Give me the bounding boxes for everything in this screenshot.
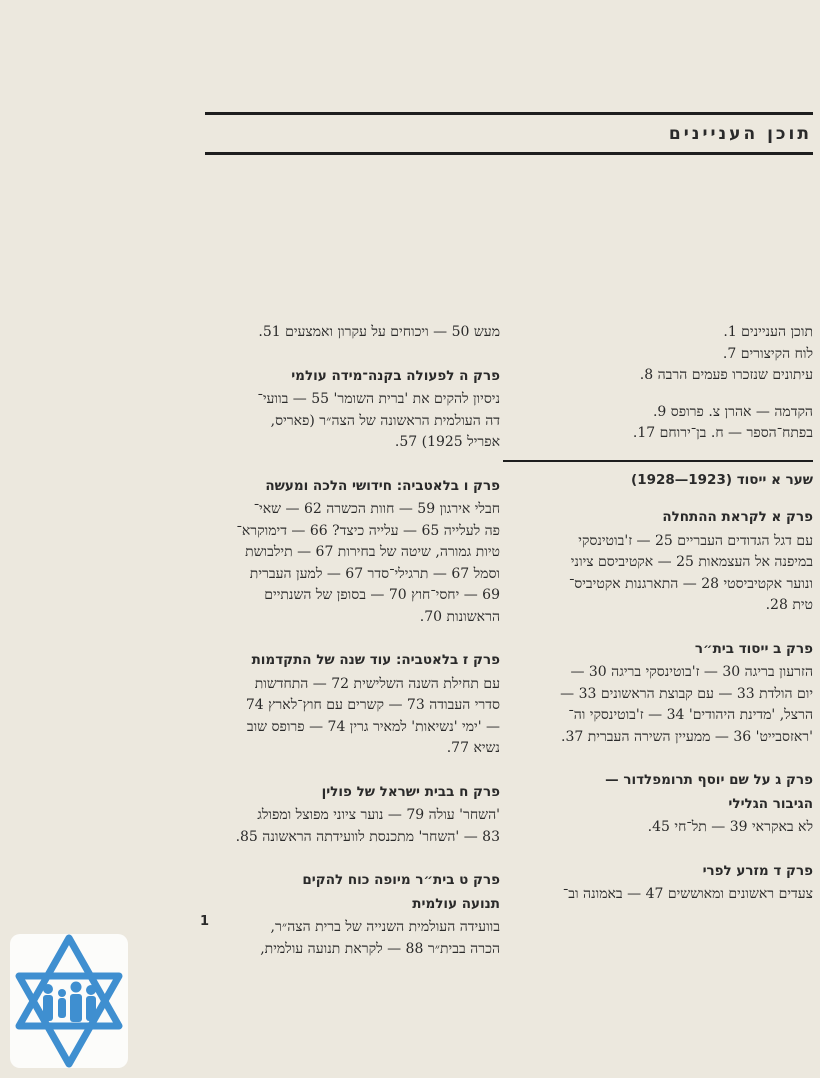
chapter-title: פרק ו בלאטביה: חידושי הלכה ומעשה [265,477,500,494]
left-column [205,322,500,960]
chapter-entry [205,870,500,960]
chapter-line: הזרעון בריגה 30 — ז'בוטינסקי בריגה 30 — [570,664,813,680]
chapter-entry [503,507,813,617]
chapter-line: ניסיון להקים את 'ברית השומר' 55 — בוועי־ [257,391,500,407]
continuation-line: מעש 50 — ויכוחים על עקרון ואמצעים 51. [258,324,500,340]
chapter-title: פרק ב ייסוד בית״ר [694,640,813,657]
chapter-line: הרצל, 'מדינת היהודים' 34 — ז'בוטינסקי וה־ [568,707,813,723]
chapter-entry [503,861,813,906]
chapter-title: פרק ח בבית ישראל של פולין [321,783,500,800]
chapter-line: חבלי אירגון 59 — חוות הכשרה 62 — שאי־ [253,501,500,517]
chapter-entry [205,782,500,849]
chapter-line: דה העולמית הראשונה של הצה״ר (פאריס, [270,412,500,429]
chapter-title-cont: הגיבור הגלילי [728,795,813,812]
spacer [503,387,813,402]
chapter-line: אפריל 1925) 57. [394,434,500,450]
chapter-line: צעדים ראשונים ומאוששים 47 — באמונה וב־ [562,886,813,902]
chapter-title: פרק א לקראת ההתחלה [662,509,813,525]
chapter-line: טיות גמורה, שיטה של בחירות 67 — תילבושת [245,544,500,560]
toc-entry: תוכן העניינים 1. [723,324,813,340]
page-number: 1 [200,914,210,929]
chapter-line: עם תחילת השנה השלישית 72 — התחדשות [254,675,500,692]
toc-entry: עיתונים שנזכרו פעמים הרבה 8. [639,367,813,383]
chapter-title: פרק ד מזרע לפרי [702,862,813,879]
chapter-line: טית 28. [765,597,813,613]
chapter-line: — 'ימי 'נשיאות' למאיר גרין 74 — פרופס שוב [246,718,500,735]
chapter-title: פרק ג על שם יוסף תרומפלדור — [605,772,813,788]
front-matter-group-2 [503,402,813,445]
chapter-title: פרק ה לפעולה בקנה־מידה עולמי [291,367,500,384]
chapter-entry [205,476,500,629]
chapter-line: סדרי העבודה 73 — קשרים עם חוץ־לארץ 74 [245,697,500,713]
chapter-line: לא באקראי 39 — תל־חי 45. [647,819,813,835]
chapter-line: 'ראזסבייט' 36 — ממעיין השירה העברית 37. [560,728,813,745]
top-rule [205,112,813,115]
toc-entry: בפתח־הספר — ח. בן־ירוחם 17. [632,425,813,441]
right-column [503,322,813,906]
chapter-line: הראשונות 70. [419,608,500,625]
toc-entry: הקדמה — אהרן צ. פרופס 9. [652,403,813,420]
chapter-line: יום הולדת 33 — עם קבוצת הראשונים 33 — [560,685,813,702]
chapter-line: נשיא 77. [446,740,500,756]
chapter-line: וסמל 67 — תרגילי־סדר 67 — למען העברית [249,565,500,582]
chapter-entry [205,366,500,454]
section-rule [503,460,813,462]
chapter-line: הכרה בבית״ר 88 — לקראת תנועה עולמית, [260,940,500,957]
chapter-line: ונוער אקטיביסטי 28 — התארגנות אקטיביס־ [568,575,813,592]
page-title: תוכן העניינים [668,124,812,144]
chapter-line: 83 — 'השחר' מתכנסת לוועידתה הראשונה 85. [235,828,500,845]
chapter-entry [503,639,813,749]
chapter-line: פה לעלייה 65 — עלייה כיצד? 66 — דימוקרא־ [236,522,500,539]
section-title: שער א ייסוד (1923—1928) [631,471,813,488]
chapter-title-cont: תנועה עולמית [412,895,500,912]
chapter-title: פרק ט בית״ר מיופה כוח להקים [302,872,500,888]
chapter-entry [503,770,813,839]
front-matter-group-1 [503,322,813,387]
star-of-david-family-logo-icon [8,932,130,1070]
toc-entry: לוח הקיצורים 7. [722,345,813,362]
chapter-line: 'השחר' עולה 79 — נוער ציוני מפוצל ומפולג [257,807,500,823]
chapter-line: בוועידה העולמית השנייה של ברית הצה״ר, [270,919,500,935]
title-underline-rule [205,152,813,155]
chapter-line: 69 — יחסי־חוץ 70 — בסופן של השנתיים [264,587,500,603]
chapter-line: במיפנה אל העצמאות 25 — אקטיביסם ציוני [570,554,813,570]
chapter-line: עם דגל הגדודים העבריים 25 — ז'בוטינסקי [578,532,813,549]
chapter-title: פרק ז בלאטביה: עוד שנה של התקדמות [251,652,500,668]
chapter-entry [205,650,500,760]
